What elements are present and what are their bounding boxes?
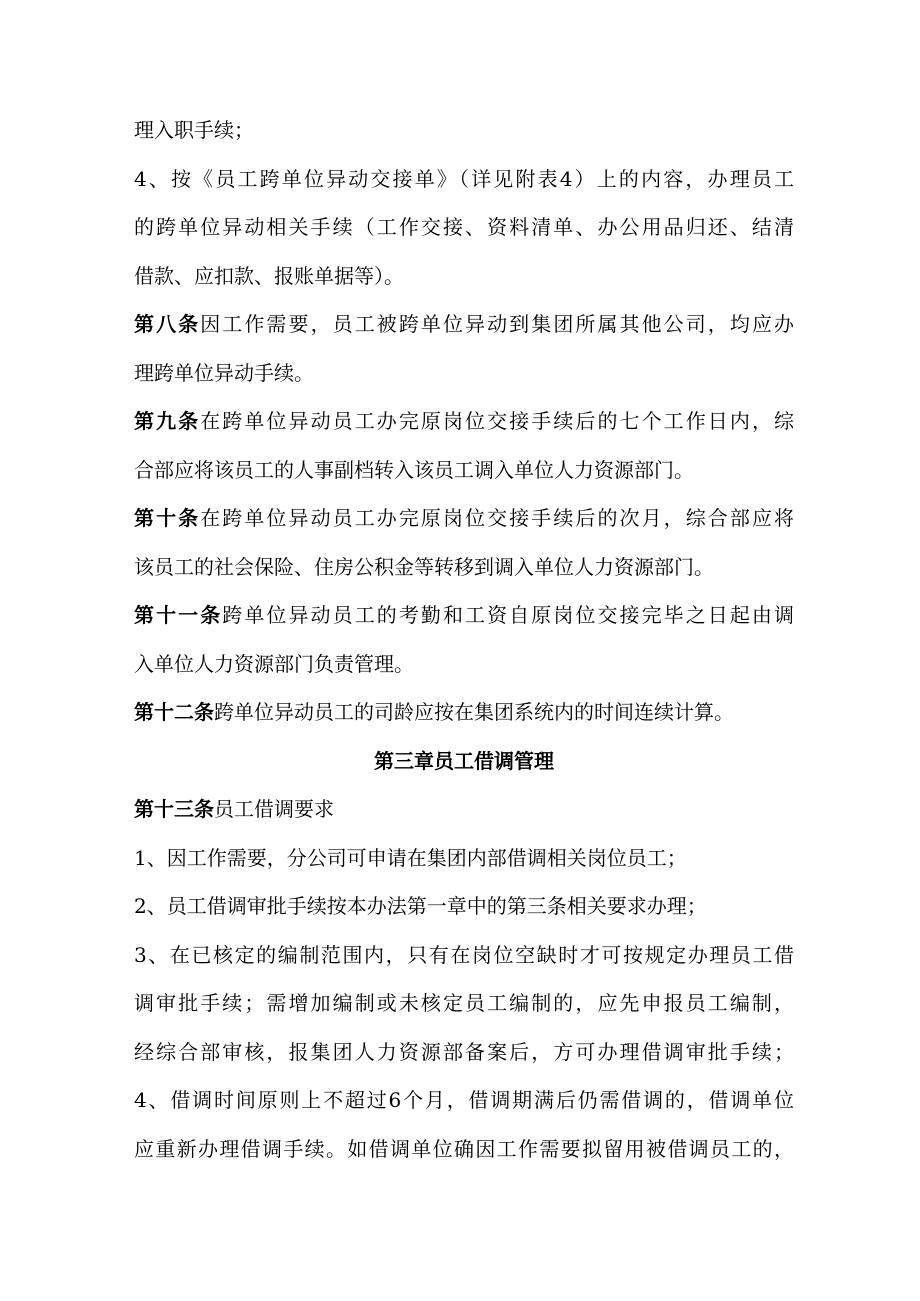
line-text: 该员工的社会保险、住房公积金等转移到调入单位人力资源部门。 (134, 554, 714, 579)
line-text: 跨单位异动员工的司龄应按在集团系统内的时间连续计算。 (214, 700, 734, 724)
text-line (134, 106, 794, 155)
article-line (134, 785, 794, 834)
text-line (134, 252, 794, 301)
list-item (134, 931, 794, 980)
text-line (134, 1028, 794, 1077)
line-text: 在跨单位异动员工办完原岗位交接手续后的次月，综合部应将 (200, 506, 794, 530)
text-line (134, 446, 794, 495)
article-line (134, 494, 794, 543)
line-text: 的跨单位异动相关手续（工作交接、资料清单、办公用品归还、结清 (134, 215, 794, 239)
line-text: 借款、应扣款、报账单据等）。 (134, 263, 404, 288)
article-line (134, 397, 794, 446)
list-item (134, 1076, 794, 1125)
article-number: 第九条 (134, 409, 201, 433)
line-text: 调审批手续；需增加编制或未核定员工编制的，应先申报员工编制， (134, 991, 794, 1015)
line-text: 4、借调时间原则上不超过6个月，借调期满后仍需借调的，借调单位 (134, 1088, 794, 1112)
line-text: 在跨单位异动员工办完原岗位交接手续后的七个工作日内，综 (200, 409, 794, 433)
line-text: 入单位人力资源部门负责管理。 (134, 651, 414, 676)
text-line (134, 203, 794, 252)
line-text: 1、因工作需要，分公司可申请在集团内部借调相关岗位员工； (134, 845, 687, 870)
line-text: 应重新办理借调手续。如借调单位确因工作需要拟留用被借调员工的， (134, 1136, 794, 1161)
line-text: 理跨单位异动手续。 (134, 360, 314, 385)
text-line (134, 349, 794, 398)
line-text: 合部应将该员工的人事副档转入该员工调入单位人力资源部门。 (134, 457, 694, 482)
document-page (134, 106, 794, 1173)
text-line (134, 543, 794, 592)
list-item (134, 882, 794, 931)
text-line (134, 1125, 794, 1174)
article-line (134, 300, 794, 349)
text-line (134, 640, 794, 689)
article-number: 第十条 (134, 506, 201, 530)
line-text: 员工借调要求 (214, 797, 334, 821)
article-line (134, 591, 794, 640)
line-text: 2、员工借调审批手续按本办法第一章中的第三条相关要求办理； (134, 894, 707, 918)
article-number: 第八条 (134, 312, 201, 336)
line-text: 4、按《员工跨单位异动交接单》（详见附表4）上的内容，办理员工 (134, 166, 794, 191)
line-text: 理入职手续； (134, 118, 254, 142)
text-line (134, 979, 794, 1028)
article-number: 第十二条 (134, 700, 214, 724)
article-number: 第十三条 (134, 797, 214, 821)
article-line (134, 688, 794, 737)
list-item (134, 834, 794, 883)
article-number: 第十一条 (134, 603, 223, 627)
line-text: 3、在已核定的编制范围内，只有在岗位空缺时才可按规定办理员工借 (134, 942, 794, 967)
chapter-heading (134, 737, 794, 786)
line-text: 因工作需要，员工被跨单位异动到集团所属其他公司，均应办 (200, 312, 794, 336)
heading-text: 第三章员工借调管理 (374, 748, 554, 773)
line-text: 跨单位异动员工的考勤和工资自原岗位交接完毕之日起由调 (222, 603, 794, 627)
line-text: 经综合部审核，报集团人力资源部备案后，方可办理借调审批手续； (134, 1039, 794, 1064)
text-line (134, 155, 794, 204)
